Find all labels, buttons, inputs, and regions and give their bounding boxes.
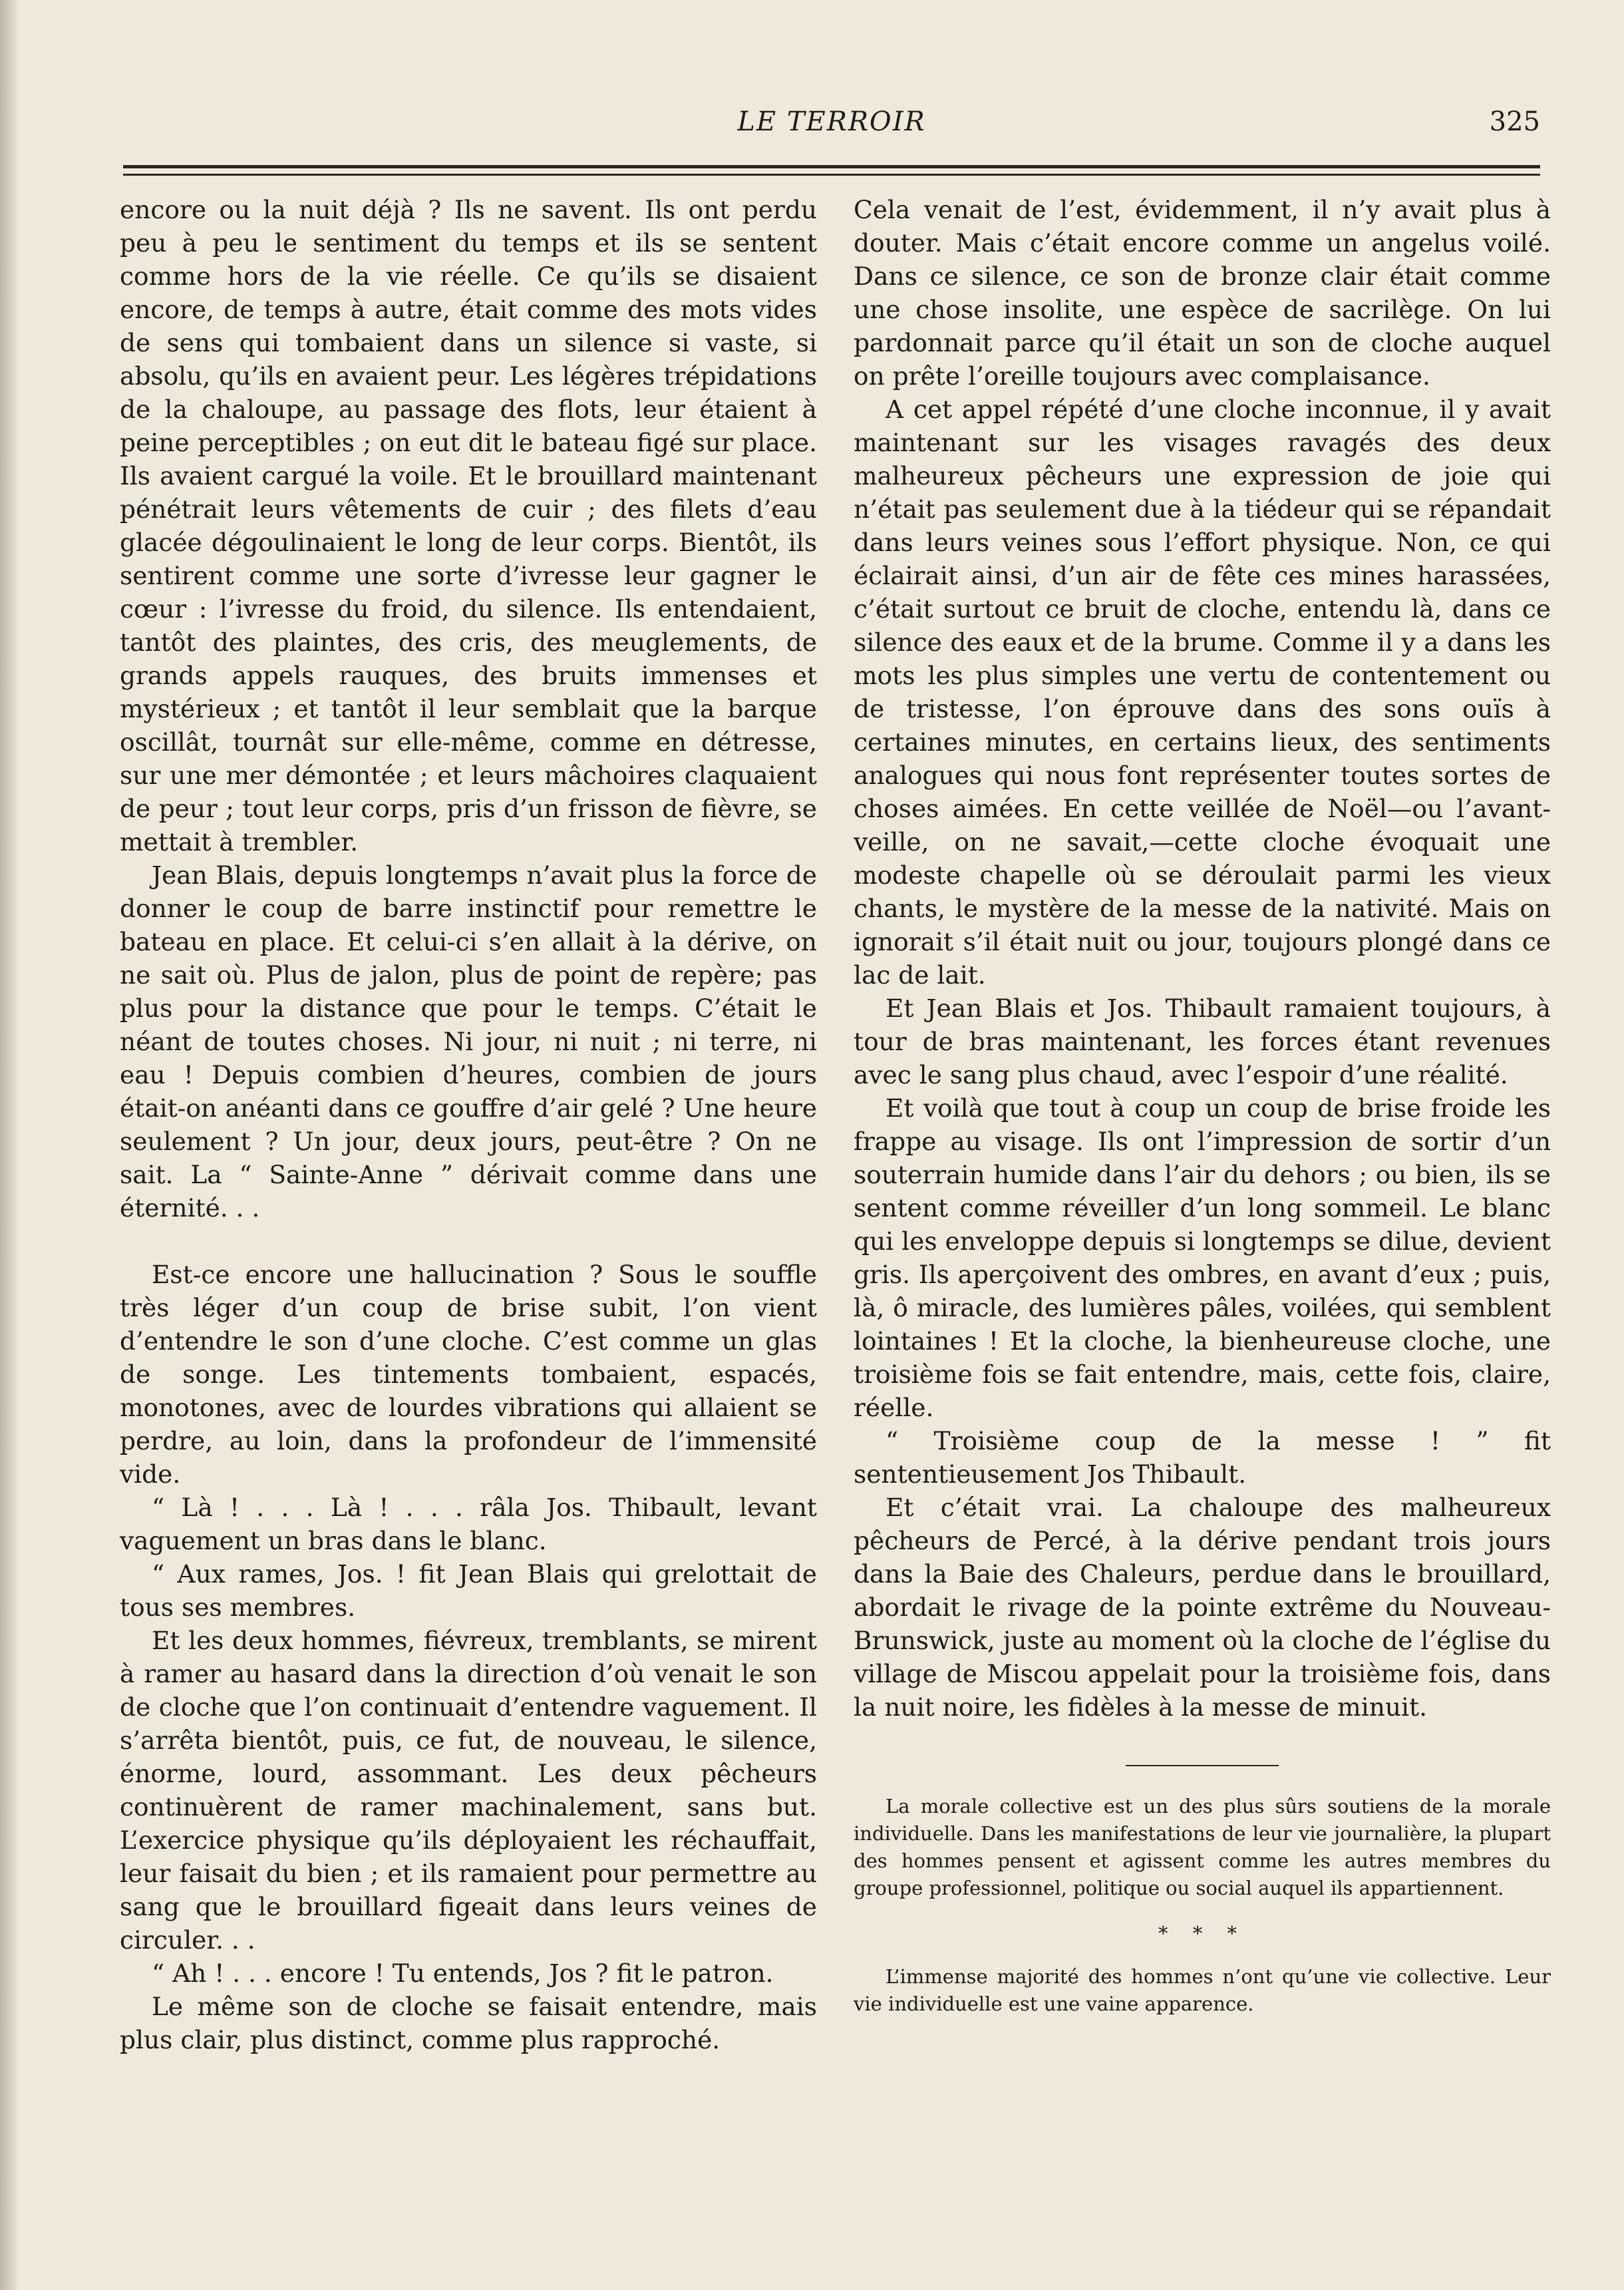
asterism: * * * [1158,1922,1246,1945]
paragraph: Et Jean Blais et Jos. Thibault ramaient toujours, à tour de bras maintenant, les forces étant revenues avec le sang plus chaud, avec l’espoir d’une réalité. [854,994,1551,1089]
paragraph: “ Là ! . . . Là ! . . . râla Jos. Thibault, levant vaguement un bras dans le blanc. [120,1493,817,1555]
paragraph: A cet appel répété d’une cloche inconnue, il y avait maintenant sur les visages ravagés des deux malheureux pêcheurs une expression de joie qui n’était pas seulement due à la tiédeur qui se répandait dans leurs veines sous l’effort physique. Non, ce qui éclairait ainsi, d’un air de fête ces mines harassées, c’était surtout ce bruit de cloche, entendu là, dans ce silence des eaux et de la brume. Comme il y a dans les mots les plus simples une vertu de contentement ou de tristesse, l’on éprouve dans des sons ouïs à certaines minutes, en certains lieux, des sentiments analogues qui nous font représenter toutes sortes de choses aimées. En cette veillée de Noël—ou l’avant-veille, on ne savait,—cette cloche évoquait une modeste chapelle où se déroulait parmi les vieux chants, le mystère de la messe de la nativité. Mais on ignorait s’il était nuit ou jour, toujours plongé dans ce lac de lait. [854,395,1551,990]
header-rule-bottom [123,174,1540,176]
paragraph: Et c’était vrai. La chaloupe des malheureux pêcheurs de Percé, à la dérive pendant trois jours dans la Baie des Chaleurs, perdue dans le brouillard, abordait le rivage de la pointe extrême du Nouveau-Brunswick, juste au moment où la cloche de l’église du village de Miscou appelait pour la troisième fois, dans la nuit noire, les fidèles à la messe de minuit. [854,1493,1551,1722]
section-separator [1126,1765,1279,1766]
running-header [123,106,1540,146]
page-number: 325 [1489,106,1540,137]
paragraph: Et les deux hommes, fiévreux, tremblants, se mirent à ramer au hasard dans la direction d’où venait le son de cloche que l’on continuait d’entendre vaguement. Il s’arrêta bientôt, puis, ce fut, de nouveau, le silence, énorme, lourd, assommant. Les deux pêcheurs continuèrent de ramer machinalement, sans but. L’exercice physique qu’ils déployaient les réchauffait, leur faisait du bien ; et ils ramaient pour permettre au sang que le brouillard figeait dans leurs veines de circuler. . . [120,1626,817,1955]
footnote-maxim: La morale collective est un des plus sûrs soutiens de la morale individuelle. Dans les manifestations de leur vie journalière, la plupart des hommes pensent et agissent comme les autres membres du groupe professionnel, politique ou social auquel ils appartiennent. [854,1795,1551,1899]
header-rule-top [123,165,1540,168]
left-column [120,193,817,2056]
right-column [854,193,1551,2018]
footnote-maxim: L’immense majorité des hommes n’ont qu’une vie collective. Leur vie individuelle est une vaine apparence. [854,1965,1551,2015]
paragraph: encore ou la nuit déjà ? Ils ne savent. Ils ont perdu peu à peu le sentiment du temps et ils se sentent comme hors de la vie réelle. Ce qu’ils se disaient encore, de temps à autre, était comme des mots vides de sens qui tombaient dans un silence si vaste, si absolu, qu’ils en avaient peur. Les légères trépidations de la chaloupe, au passage des flots, leur étaient à peine perceptibles ; on eut dit le bateau figé sur place. Ils avaient cargué la voile. Et le brouillard maintenant pénétrait leurs vêtements de cuir ; des filets d’eau glacée dégoulinaient le long de leur corps. Bientôt, ils sentirent comme une sorte d’ivresse leur gagner le cœur : l’ivresse du froid, du silence. Ils entendaient, tantôt des plaintes, des cris, des meuglements, de grands appels rauques, des bruits immenses et mystérieux ; et tantôt il leur semblait que la barque oscillât, tournât sur elle-même, comme en détresse, sur une mer démontée ; et leurs mâchoires claquaient de peur ; tout leur corps, pris d’un frisson de fièvre, se mettait à trembler. [120,195,817,857]
page-spine-shadow [0,0,17,2290]
running-title: LE TERROIR [737,106,926,137]
paragraph: Jean Blais, depuis longtemps n’avait plus la force de donner le coup de barre instinctif pour remettre le bateau en place. Et celui-ci s’en allait à la dérive, on ne sait où. Plus de jalon, plus de point de repère; pas plus pour la distance que pour le temps. C’était le néant de toutes choses. Ni jour, ni nuit ; ni terre, ni eau ! Depuis combien d’heures, combien de jours était-on anéanti dans ce gouffre d’air gelé ? Une heure seulement ? Un jour, deux jours, peut-être ? On ne sait. La “ Sainte-Anne ” dérivait comme dans une éternité. . . [120,860,817,1223]
paragraph: Cela venait de l’est, évidemment, il n’y avait plus à douter. Mais c’était encore comme un angelus voilé. Dans ce silence, ce son de bronze clair était comme une chose insolite, une espèce de sacrilège. On lui pardonnait parce qu’il était un son de cloche auquel on prête l’oreille toujours avec complaisance. [854,195,1551,391]
paragraph: “ Aux rames, Jos. ! fit Jean Blais qui grelottait de tous ses membres. [120,1559,817,1622]
paragraph: Est-ce encore une hallucination ? Sous le souffle très léger d’un coup de brise subit, l’on vient d’entendre le son d’une cloche. C’est comme un glas de songe. Les tintements tombaient, espacés, monotones, avec de lourdes vibrations qui allaient se perdre, au loin, dans la profondeur de l’immensité vide. [120,1260,817,1489]
paragraph: “ Troisième coup de la messe ! ” fit sententieusement Jos Thibault. [854,1426,1551,1489]
paragraph: Et voilà que tout à coup un coup de brise froide les frappe au visage. Ils ont l’impression de sortir d’un souterrain humide dans l’air du dehors ; ou bien, ils se sentent comme réveiller d’un long sommeil. Le blanc qui les enveloppe depuis si longtemps se dilue, devient gris. Ils aperçoivent des ombres, en avant d’eux ; puis, là, ô miracle, des lumières pâles, voilées, qui semblent lointaines ! Et la cloche, la bienheureuse cloche, une troisième fois se fait entendre, mais, cette fois, claire, réelle. [854,1093,1551,1422]
paragraph: “ Ah ! . . . encore ! Tu entends, Jos ? fit le patron. [152,1959,774,1988]
paragraph: Le même son de cloche se faisait entendre, mais plus clair, plus distinct, comme plus rapproché. [120,1992,817,2054]
